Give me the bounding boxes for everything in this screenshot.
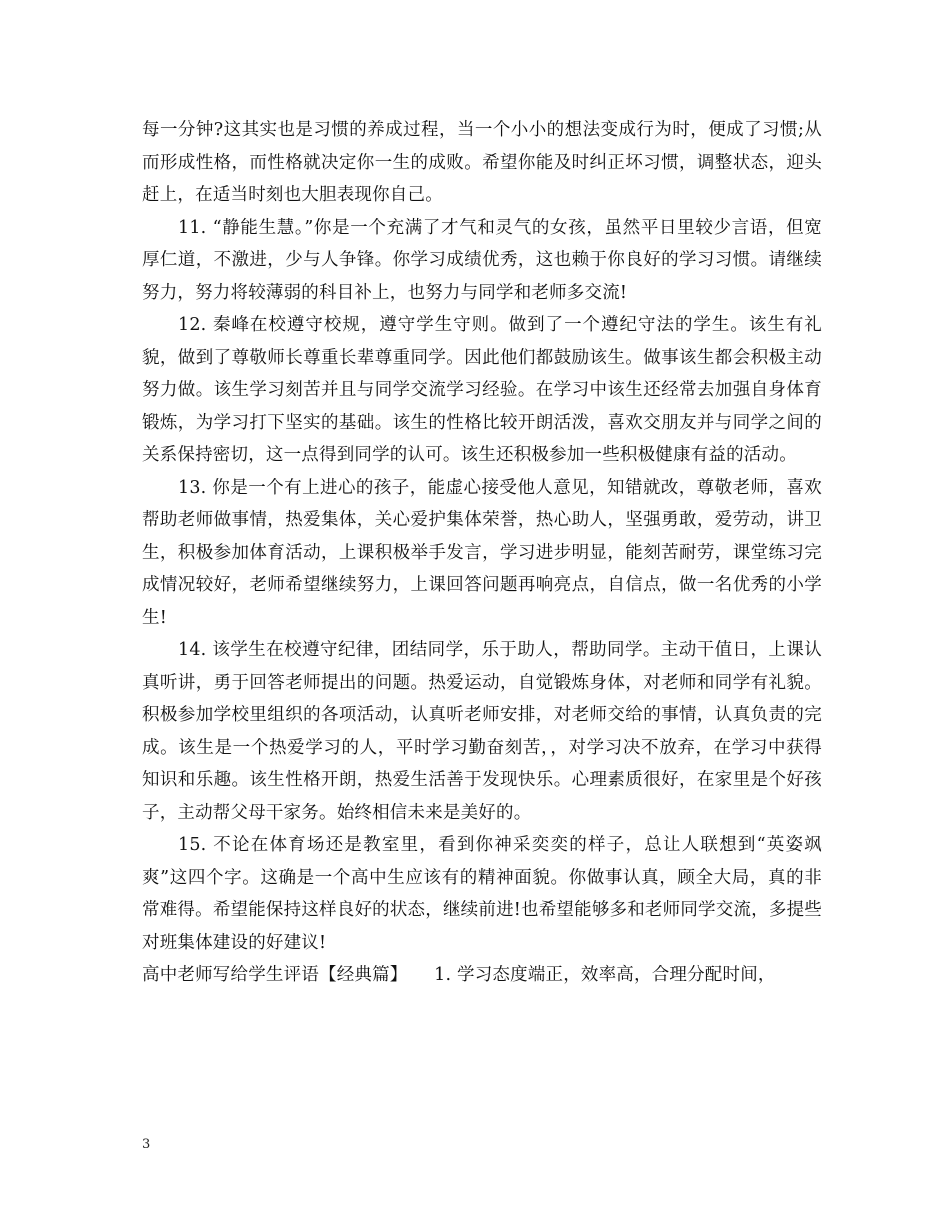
paragraph-item-11: 11. “静能生慧。”你是一个充满了才气和灵气的女孩，虽然平日里较少言语，但宽厚仁道，不激进，少与人争锋。你学习成绩优秀，这也赖于你良好的学习习惯。请继续努力，努力将较薄弱的科目补上，也努力与同学和老师多交流!: [142, 217, 822, 303]
paragraph-item-15: 15. 不论在体育场还是教室里，看到你神采奕奕的样子，总让人联想到“英姿飒爽”这四个字。这确是一个高中生应该有的精神面貌。你做事认真，顾全大局，真的非常难得。希望能保持这样良好的状态，继续前进!也希望能够多和老师同学交流，多提些对班集体建设的好建议!: [142, 835, 822, 953]
paragraph-item-12: 12. 秦峰在校遵守校规，遵守学生守则。做到了一个遵纪守法的学生。该生有礼貌，做到了尊敬师长尊重长辈尊重同学。因此他们都鼓励该生。做事该生都会积极主动努力做。该生学习刻苦并且与同学交流学习经验。在学习中该生还经常去加强自身体育锻炼，为学习打下坚实的基础。该生的性格比较开朗活泼，喜欢交朋友并与同学之间的关系保持密切，这一点得到同学的认可。该生还积极参加一些积极健康有益的活动。: [142, 315, 822, 465]
section-heading-line: 高中老师写给学生评语【经典篇】 1. 学习态度端正，效率高，合理分配时间，: [142, 965, 776, 985]
paragraph-continuation: 每一分钟?这其实也是习惯的养成过程，当一个小小的想法变成行为时，便成了习惯;从而形成性格，而性格就决定你一生的成败。希望你能及时纠正坏习惯，调整状态，迎头赶上，在适当时刻也大胆表现你自己。: [142, 120, 822, 205]
paragraph-item-13: 13. 你是一个有上进心的孩子，能虚心接受他人意见，知错就改，尊敬老师，喜欢帮助老师做事情，热爱集体，关心爱护集体荣誉，热心助人，坚强勇敢，爱劳动，讲卫生，积极参加体育活动，上课积极举手发言，学习进步明显，能刻苦耐劳，课堂练习完成情况较好，老师希望继续努力，上课回答问题再响亮点，自信点，做一名优秀的小学生!: [142, 477, 822, 628]
paragraph-item-14: 14. 该学生在校遵守纪律，团结同学，乐于助人，帮助同学。主动干值日，上课认真听讲，勇于回答老师提出的问题。热爱运动，自觉锻炼身体，对老师和同学有礼貌。积极参加学校里组织的各项活动，认真听老师安排，对老师交给的事情，认真负责的完成。该生是一个热爱学习的人，平时学习勤奋刻苦，，对学习决不放弃，在学习中获得知识和乐趣。该生性格开朗，热爱生活善于发现快乐。心理素质很好，在家里是个好孩子，主动帮父母干家务。始终相信未来是美好的。: [142, 640, 822, 823]
page-number: 3: [142, 1137, 151, 1152]
document-body: [142, 114, 822, 992]
